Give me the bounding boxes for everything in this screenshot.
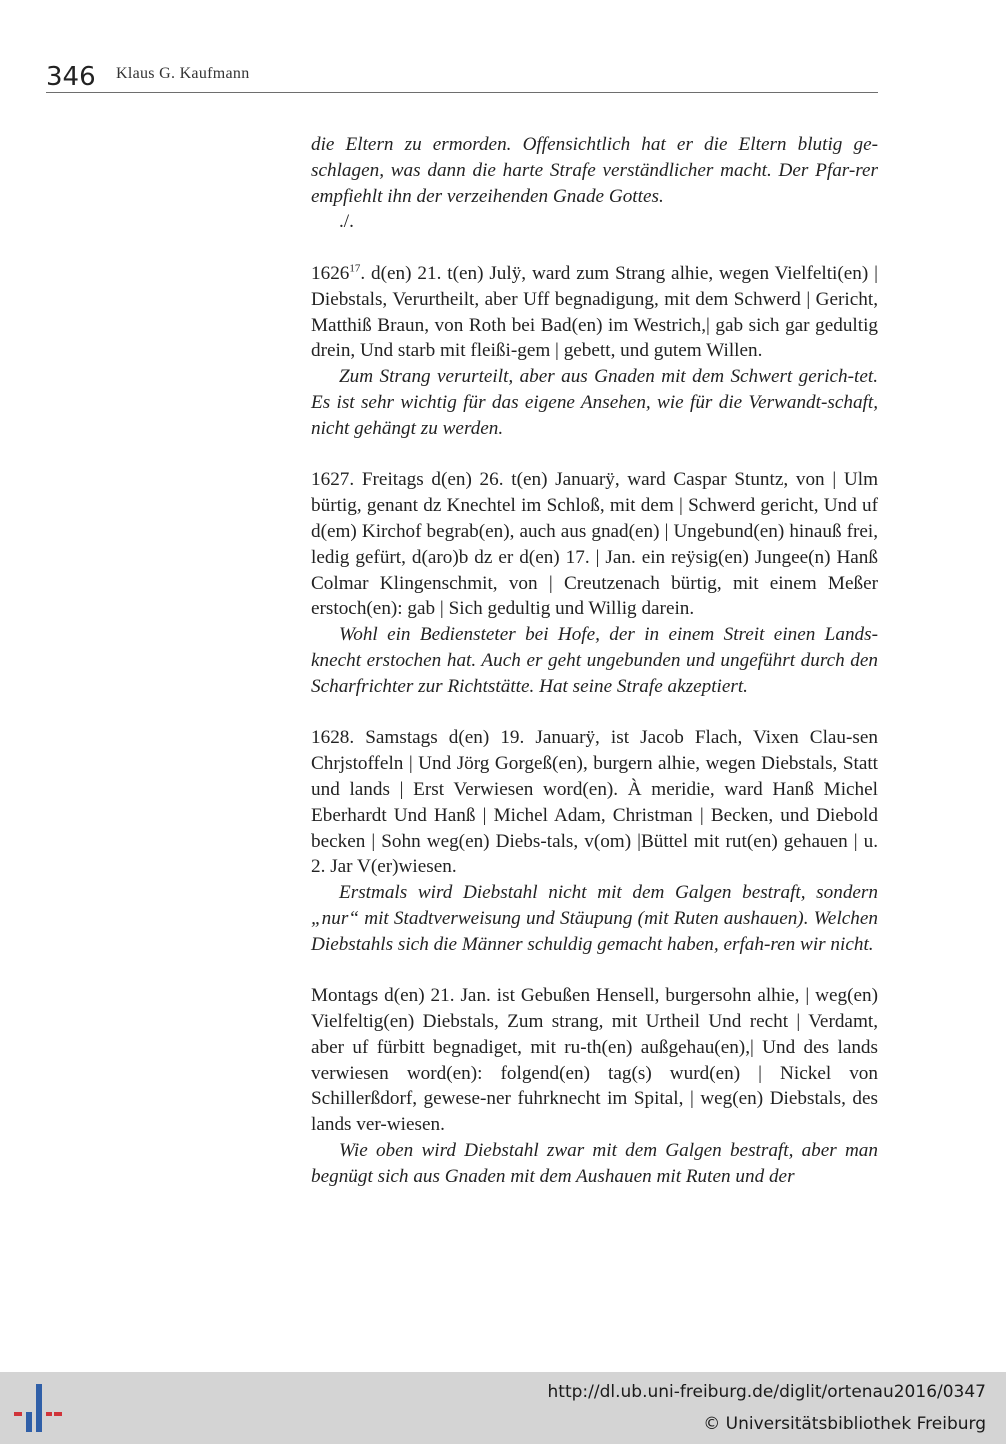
entry-year: 1628 xyxy=(311,727,350,749)
intro-continuation-mark: ./. xyxy=(339,211,354,233)
copyright-notice: © Universitätsbibliothek Freiburg xyxy=(703,1414,986,1434)
entry-commentary: Wie oben wird Diebstahl zwar mit dem Galgen bestraft, aber man begnügt sich aus Gnaden mit dem Aushauen mit Ruten und der xyxy=(311,1140,878,1187)
chronicle-entry-1627 xyxy=(311,467,878,699)
entry-year: 1627 xyxy=(311,469,350,491)
chronicle-entry-1626 xyxy=(311,261,878,442)
entry-year: 1626 xyxy=(311,262,350,284)
permalink-url[interactable]: http://dl.ub.uni-freiburg.de/diglit/ortenau2016/0347 xyxy=(547,1382,986,1402)
intro-comment-paragraph: die Eltern zu ermorden. Offensichtlich hat er die Eltern blutig ge-schlagen, was dann die harte Strafe verständlicher macht. Der Pfar-rer empfiehlt ihn der verzeihenden Gnade Gottes. xyxy=(311,134,878,207)
library-footer-bar xyxy=(0,1372,1006,1444)
entry-source-text xyxy=(311,725,878,880)
entry-source-text xyxy=(311,261,878,364)
ub-freiburg-logo-icon xyxy=(12,1382,64,1434)
entry-source-text: Montags d(en) 21. Jan. ist Gebußen Hensell, burgersohn alhie, | weg(en) Vielfeltig(en) Diebstals, Zum strang, mit Urtheil Und recht | Verdamt, aber uf fürbitt begnadiget, mit ru-th(en) außgehau(en),| Und des lands verwiesen word(en): folgend(en) tag(s) wurd(en) | Nickel von Schillerßdorf, gewese-ner fuhrknecht im Spital, | weg(en) Diebstals, des lands ver-wiesen. xyxy=(311,985,878,1136)
chronicle-entry-montags xyxy=(311,983,878,1189)
entry-commentary: Wohl ein Bediensteter bei Hofe, der in einem Streit einen Lands-knecht erstochen hat. Auch er geht ungebunden und ungeführt durch den Scharfrichter zur Richtstätte. Hat seine Strafe akzeptiert. xyxy=(311,624,878,697)
running-title-author: Klaus G. Kaufmann xyxy=(116,65,250,82)
main-text-column xyxy=(311,132,878,1190)
footnote-reference[interactable]: 17 xyxy=(349,262,361,275)
entry-text: . Freitags d(en) 26. t(en) Januarÿ, ward Caspar Stuntz, von | Ulm bürtig, genant dz Knechtel im Schloß, mit dem | Schwerd gericht, Und uf d(em) Kirchof begrab(en), auch aus gnad(en) | Ungebund(en) hinauß frei, ledig gefürt, d(aro)b dz er d(en) 17. | Jan. ein reÿsig(en) Jungee(n) Hanß Colmar Klingenschmit, von | Creutzenach bürtig, mit einem Meßer erstoch(en): gab | Sich gedultig und Willig darein. xyxy=(311,469,878,620)
chronicle-entry-1628 xyxy=(311,725,878,957)
running-header xyxy=(46,62,878,93)
entry-commentary: Zum Strang verurteilt, aber aus Gnaden mit dem Schwert gerich-tet. Es ist sehr wichtig für das eigene Ansehen, wie für die Verwandt-schaft, nicht gehängt zu werden. xyxy=(311,366,878,439)
entry-commentary: Erstmals wird Diebstahl nicht mit dem Galgen bestraft, sondern „nur“ mit Stadtverweisung und Stäupung (mit Ruten aushauen). Welchen Diebstahls sich die Männer schuldig gemacht haben, erfah-ren wir nicht. xyxy=(311,882,878,955)
page-number: 346 xyxy=(46,62,96,92)
entry-source-text xyxy=(311,467,878,622)
entry-text: . Samstags d(en) 19. Januarÿ, ist Jacob Flach, Vixen Clau-sen Chrjstoffeln | Und Jörg Gorgeß(en), burgern alhie, wegen Diebstals, Statt und lands | Erst Verwiesen word(en). À meridie, ward Hanß Michel Eberhardt Und Hanß | Michel Adam, Christman | Becken, und Diebold becken | Sohn weg(en) Diebs-tals, v(om) |Büttel mit rut(en) gehauen | u. 2. Jar V(er)wiesen. xyxy=(311,727,878,878)
entry-text: . d(en) 21. t(en) Julÿ, ward zum Strang alhie, wegen Vielfelti(en) | Diebstals, Verurtheilt, aber Uff begnadigung, mit dem Schwerd | Gericht, Matthiß Braun, von Roth bei Bad(en) im Westrich,| gab sich gar gedultig drein, Und starb mit fleißi-gem | gebett, und gutem Willen. xyxy=(311,262,878,362)
